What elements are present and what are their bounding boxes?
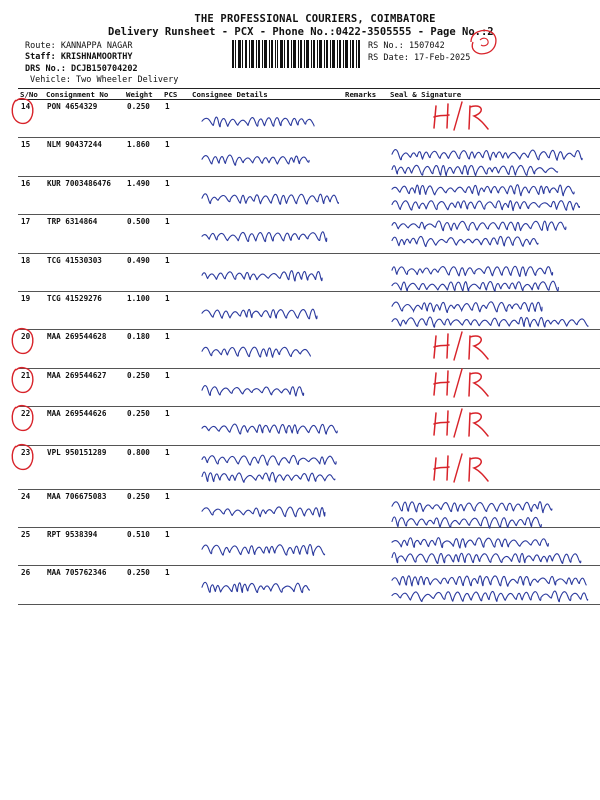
handwritten-signature xyxy=(388,260,600,294)
handwritten-consignee-name xyxy=(198,338,343,362)
weight-text: 0.500 xyxy=(127,217,150,227)
sno-text: 26 xyxy=(21,568,31,578)
handwritten-hr-mark xyxy=(428,365,600,399)
weight-text: 0.800 xyxy=(127,447,150,457)
weight-text: 0.250 xyxy=(127,102,150,111)
consignment-number-text: MAA 269544628 xyxy=(47,332,107,342)
consignment-number-cell xyxy=(44,138,124,176)
table-row xyxy=(18,489,600,527)
red-circle-mark xyxy=(10,326,36,356)
consignee-cell xyxy=(190,368,343,406)
signature-cell xyxy=(388,176,600,214)
pcs-cell xyxy=(162,407,190,445)
page-stamp-mark xyxy=(467,26,501,56)
remarks-cell xyxy=(343,138,388,176)
consignee-cell xyxy=(190,100,343,138)
consignment-number-text: MAA 706675083 xyxy=(47,491,107,501)
consignee-cell xyxy=(190,176,343,214)
weight-text: 0.250 xyxy=(127,568,150,578)
table-row xyxy=(18,368,600,406)
table-row xyxy=(18,100,600,138)
weight-cell xyxy=(124,253,162,291)
handwritten-consignee-name xyxy=(198,300,343,324)
table-row xyxy=(18,253,600,291)
remarks-cell xyxy=(343,253,388,291)
consignee-cell xyxy=(190,138,343,176)
handwritten-consignee-name xyxy=(198,146,343,170)
sno-text: 18 xyxy=(21,255,31,265)
table-row xyxy=(18,138,600,176)
sno-cell xyxy=(18,100,44,138)
weight-cell xyxy=(124,489,162,527)
weight-cell xyxy=(124,368,162,406)
delivery-table xyxy=(18,88,600,605)
table-row xyxy=(18,176,600,214)
sno-text: 19 xyxy=(21,293,31,303)
weight-text: 0.250 xyxy=(127,491,150,501)
consignee-cell xyxy=(190,215,343,253)
weight-cell xyxy=(124,291,162,329)
pcs-text: 1 xyxy=(165,178,170,188)
sno-text: 14 xyxy=(21,102,31,111)
signature-cell xyxy=(388,291,600,329)
runsheet-subtitle: Delivery Runsheet - PCX - Phone No.:0422-3505555 - Page No.:2 xyxy=(108,26,494,38)
consignment-number-cell xyxy=(44,566,124,604)
staff-label: Staff: KRISHNAMOORTHY xyxy=(25,52,133,62)
sno-cell xyxy=(18,566,44,604)
route-label: Route: KANNAPPA NAGAR xyxy=(25,41,133,51)
column-header-remarks: Remarks xyxy=(343,89,388,100)
consignment-number-text: TRP 6314864 xyxy=(47,217,98,227)
pcs-text: 1 xyxy=(165,140,170,150)
pcs-text: 1 xyxy=(165,255,170,265)
consignee-cell xyxy=(190,527,343,565)
handwritten-signature xyxy=(388,144,600,178)
weight-text: 1.490 xyxy=(127,178,150,188)
handwritten-consignee-name xyxy=(198,185,343,209)
consignee-cell xyxy=(190,253,343,291)
signature-cell xyxy=(388,527,600,565)
signature-cell xyxy=(388,489,600,527)
handwritten-signature xyxy=(388,570,600,604)
remarks-cell xyxy=(343,566,388,604)
rs-date: RS Date: 17-Feb-2025 xyxy=(368,53,471,63)
signature-cell xyxy=(388,138,600,176)
consignment-number-cell xyxy=(44,100,124,138)
pcs-text: 1 xyxy=(165,568,170,578)
table-row xyxy=(18,291,600,329)
consignment-number-text: PON 4654329 xyxy=(47,102,98,111)
consignment-number-text: TCG 41530303 xyxy=(47,255,102,265)
sno-cell xyxy=(18,527,44,565)
consignment-number-cell xyxy=(44,215,124,253)
weight-cell xyxy=(124,445,162,489)
signature-cell xyxy=(388,368,600,406)
table-row xyxy=(18,407,600,445)
pcs-text: 1 xyxy=(165,102,170,111)
remarks-cell xyxy=(343,176,388,214)
handwritten-signature xyxy=(388,179,600,213)
remarks-cell xyxy=(343,215,388,253)
pcs-cell xyxy=(162,138,190,176)
column-header-consignee: Consignee Details xyxy=(190,89,343,100)
handwritten-consignee-name xyxy=(198,108,343,132)
sno-text: 16 xyxy=(21,178,31,188)
consignee-cell xyxy=(190,566,343,604)
weight-cell xyxy=(124,330,162,368)
column-header-consignment: Consignment No xyxy=(44,89,124,100)
handwritten-hr-mark xyxy=(428,98,600,132)
sno-cell xyxy=(18,489,44,527)
pcs-cell xyxy=(162,176,190,214)
weight-text: 1.100 xyxy=(127,293,150,303)
remarks-cell xyxy=(343,489,388,527)
consignment-number-cell xyxy=(44,489,124,527)
sno-cell xyxy=(18,253,44,291)
pcs-cell xyxy=(162,445,190,489)
handwritten-signature xyxy=(388,496,600,530)
pcs-cell xyxy=(162,527,190,565)
remarks-cell xyxy=(343,100,388,138)
table-row xyxy=(18,527,600,565)
company-title: THE PROFESSIONAL COURIERS, COIMBATORE xyxy=(194,13,436,25)
weight-cell xyxy=(124,566,162,604)
handwritten-consignee-name xyxy=(198,574,343,598)
handwritten-signature xyxy=(388,215,600,249)
handwritten-signature xyxy=(388,296,600,330)
handwritten-consignee-name xyxy=(198,536,343,560)
consignment-number-text: MAA 269544627 xyxy=(47,370,107,380)
handwritten-signature xyxy=(388,532,600,566)
signature-cell xyxy=(388,566,600,604)
consignment-number-cell xyxy=(44,330,124,368)
sno-cell xyxy=(18,407,44,445)
handwritten-consignee-name xyxy=(198,448,343,486)
pcs-cell xyxy=(162,215,190,253)
pcs-text: 1 xyxy=(165,447,170,457)
column-header-sno: S/No xyxy=(18,89,44,100)
pcs-text: 1 xyxy=(165,491,170,501)
remarks-cell xyxy=(343,445,388,489)
handwritten-hr-mark xyxy=(428,450,600,484)
consignment-number-text: KUR 7003486476 xyxy=(47,178,112,188)
red-circle-mark xyxy=(10,96,36,126)
weight-text: 0.180 xyxy=(127,332,150,342)
consignment-number-cell xyxy=(44,291,124,329)
pcs-text: 1 xyxy=(165,529,170,539)
consignment-number-cell xyxy=(44,368,124,406)
vehicle-label: Vehicle: Two Wheeler Delivery xyxy=(30,75,179,85)
sno-cell xyxy=(18,368,44,406)
column-header-weight: Weight xyxy=(124,89,162,100)
consignee-cell xyxy=(190,291,343,329)
consignee-cell xyxy=(190,330,343,368)
signature-cell xyxy=(388,215,600,253)
sno-text: 21 xyxy=(21,370,31,380)
weight-text: 0.490 xyxy=(127,255,150,265)
consignee-cell xyxy=(190,489,343,527)
weight-text: 0.510 xyxy=(127,529,150,539)
remarks-cell xyxy=(343,330,388,368)
consignment-number-text: NLM 90437244 xyxy=(47,140,102,150)
weight-text: 0.250 xyxy=(127,409,150,419)
weight-text: 0.250 xyxy=(127,370,150,380)
table-row xyxy=(18,330,600,368)
weight-cell xyxy=(124,100,162,138)
weight-cell xyxy=(124,176,162,214)
red-circle-mark xyxy=(10,403,36,433)
sno-cell xyxy=(18,176,44,214)
consignment-number-text: VPL 950151289 xyxy=(47,447,107,457)
sno-cell xyxy=(18,291,44,329)
sno-text: 22 xyxy=(21,409,31,419)
weight-cell xyxy=(124,138,162,176)
signature-cell xyxy=(388,100,600,138)
handwritten-hr-mark xyxy=(428,405,600,439)
consignment-number-cell xyxy=(44,253,124,291)
rs-number: RS No.: 1507042 xyxy=(368,41,445,51)
sno-cell xyxy=(18,445,44,489)
sno-text: 23 xyxy=(21,447,31,457)
weight-cell xyxy=(124,527,162,565)
table-row xyxy=(18,215,600,253)
sno-text: 24 xyxy=(21,491,31,501)
column-header-pcs: PCS xyxy=(162,89,190,100)
signature-cell xyxy=(388,253,600,291)
remarks-cell xyxy=(343,368,388,406)
consignment-number-cell xyxy=(44,407,124,445)
remarks-cell xyxy=(343,291,388,329)
consignment-number-cell xyxy=(44,176,124,214)
pcs-text: 1 xyxy=(165,293,170,303)
handwritten-consignee-name xyxy=(198,223,343,247)
pcs-text: 1 xyxy=(165,370,170,380)
pcs-text: 1 xyxy=(165,217,170,227)
remarks-cell xyxy=(343,527,388,565)
pcs-cell xyxy=(162,489,190,527)
remarks-cell xyxy=(343,407,388,445)
sno-cell xyxy=(18,138,44,176)
consignment-number-text: MAA 269544626 xyxy=(47,409,107,419)
pcs-cell xyxy=(162,253,190,291)
sno-cell xyxy=(18,330,44,368)
table-row xyxy=(18,445,600,489)
table-row xyxy=(18,566,600,604)
pcs-cell xyxy=(162,330,190,368)
weight-cell xyxy=(124,215,162,253)
drs-number: DRS No.: DCJB150704202 xyxy=(25,64,138,74)
sno-text: 20 xyxy=(21,332,31,342)
pcs-text: 1 xyxy=(165,332,170,342)
signature-cell xyxy=(388,330,600,368)
consignment-number-text: RPT 9538394 xyxy=(47,529,98,539)
sno-text: 17 xyxy=(21,217,31,227)
signature-cell xyxy=(388,445,600,489)
pcs-text: 1 xyxy=(165,409,170,419)
handwritten-consignee-name xyxy=(198,415,343,439)
consignee-cell xyxy=(190,407,343,445)
barcode-image xyxy=(232,40,360,68)
consignment-number-cell xyxy=(44,527,124,565)
handwritten-hr-mark xyxy=(428,328,600,362)
handwritten-consignee-name xyxy=(198,262,343,286)
handwritten-consignee-name xyxy=(198,498,343,522)
weight-cell xyxy=(124,407,162,445)
handwritten-consignee-name xyxy=(198,377,343,401)
pcs-cell xyxy=(162,291,190,329)
sno-text: 25 xyxy=(21,529,31,539)
consignment-number-text: TCG 41529276 xyxy=(47,293,102,303)
pcs-cell xyxy=(162,100,190,138)
sno-cell xyxy=(18,215,44,253)
pcs-cell xyxy=(162,566,190,604)
column-header-signature: Seal & Signature xyxy=(388,89,600,100)
consignee-cell xyxy=(190,445,343,489)
consignment-number-cell xyxy=(44,445,124,489)
signature-cell xyxy=(388,407,600,445)
consignment-number-text: MAA 705762346 xyxy=(47,568,107,578)
sno-text: 15 xyxy=(21,140,31,150)
weight-text: 1.860 xyxy=(127,140,150,150)
pcs-cell xyxy=(162,368,190,406)
